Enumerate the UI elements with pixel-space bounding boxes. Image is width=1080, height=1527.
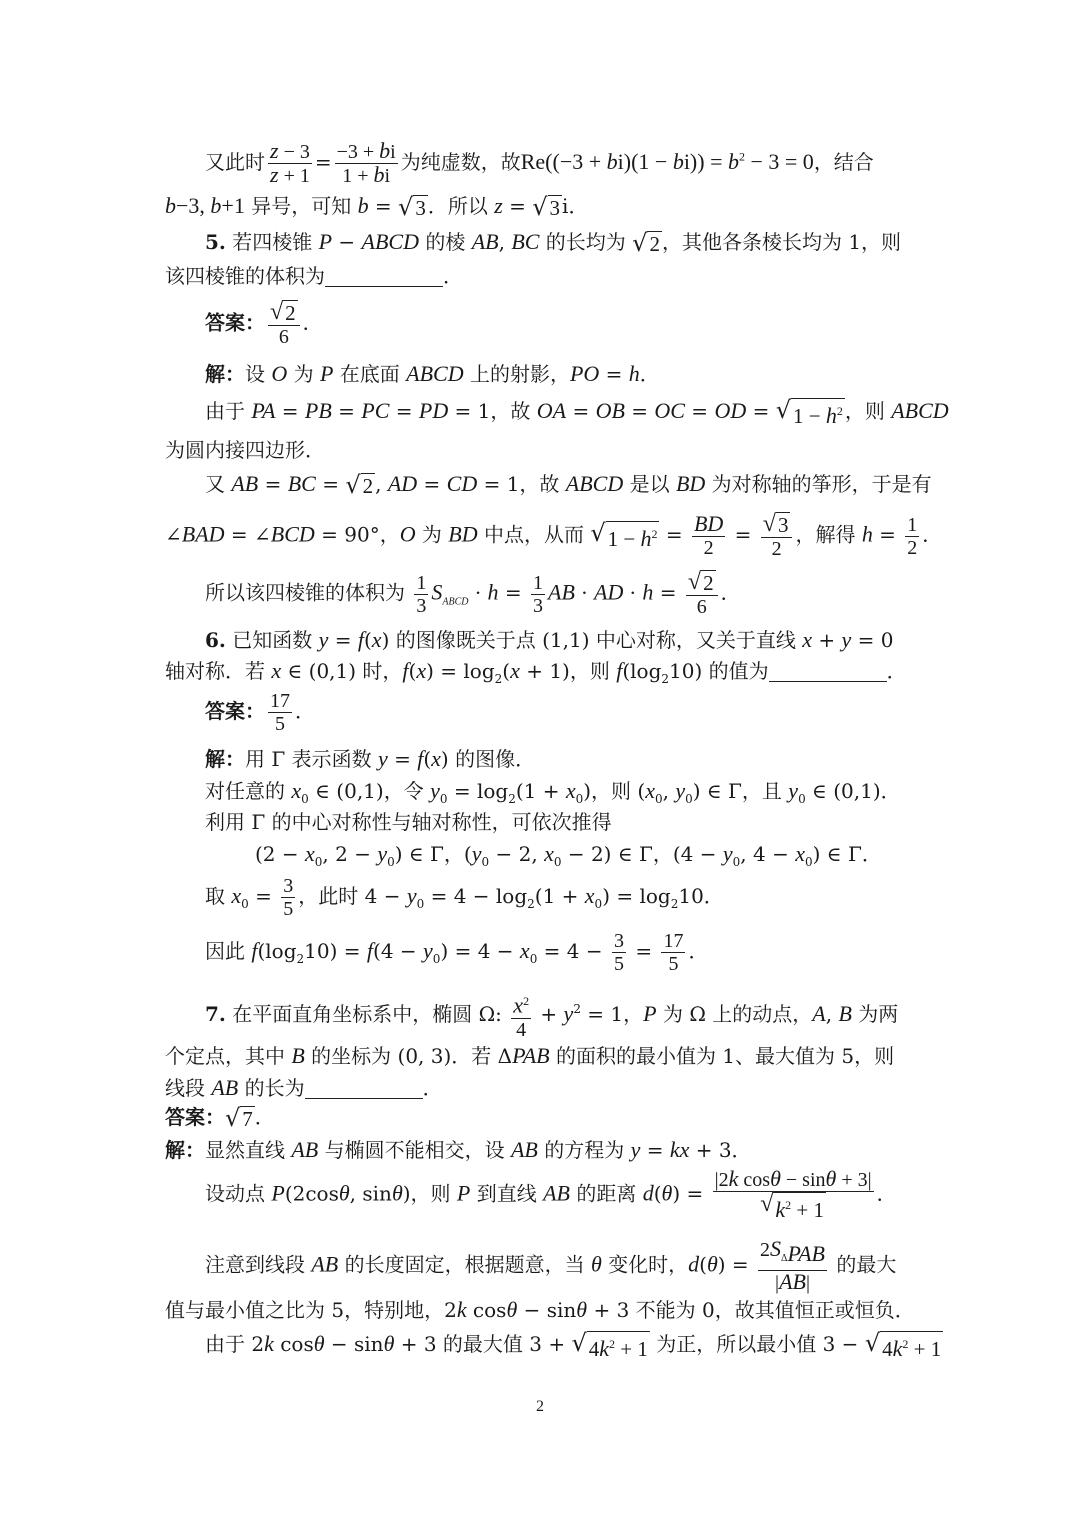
text-line-7: 由于 PA = PB = PC = PD = 1，故 OA = OB = OC = OD = √ $1 - h^2$ ，则 ABCD: [205, 395, 949, 428]
text-line-16: 对任意的 $x_0$ ∈ (0,1)，令 $y_0 = \log_2(1 + x_0)$，则 ($x_0$, $y_0$) ∈ Γ，且 $y_0$ ∈ (0,1)．: [205, 778, 901, 806]
answer-5: 答案： √ 2 6 ．: [205, 299, 323, 348]
text-line-9: 又 AB = BC = √ 2 , AD = CD = 1，故 ABCD 是以 BD 为对称轴的筝形，于是有: [205, 471, 932, 499]
text-line-29: 由于 2k cosθ − sinθ + 3 的最大值 3 + √ $4k^2 + 1$ 为正，所以最小值 3 − √ $4k^2 + 1$: [205, 1328, 942, 1361]
text-line-13: 轴对称．若 x ∈ (0,1) 时，$f(x) = \log_2(x + 1)$，则 $f(\log_210)$ 的值为 ．: [165, 658, 907, 686]
text-line-11: 所以该四棱锥的体积为 $\frac{1}{3}$ $S_{ABCD} \cdot h$ = $\frac{1}{3}$ AB · AD · h = √ 2 6 ．: [205, 569, 741, 618]
answer-blank: [325, 266, 443, 287]
text-line-22: 个定点，其中 B 的坐标为 (0, 3)．若 ΔPAB 的面积的最小值为 1、最大值为 5，则: [165, 1043, 895, 1068]
text-line-28: 值与最小值之比为 5，特别地，2k cosθ − sinθ + 3 不能为 0，故其值恒正或恒负．: [165, 1297, 915, 1322]
solution-5: 解：设 O 为 P 在底面 ABCD 上的射影，PO = h．: [205, 361, 660, 386]
problem-5: 5. 若四棱锥 P − ABCD 的棱 AB, BC 的长均为 √ 2 ，其他各条棱长均为 1，则: [205, 229, 902, 257]
text-line-4: 该四棱锥的体积为 ．: [165, 264, 463, 288]
answer-7: 答案： √ 7 ．: [165, 1104, 275, 1132]
text-line-19: 取 $x_0$ = $\frac{3}{5}$ ，此时 $4 - y_0 = 4 - \log_2(1 + x_0) = \log_210$．: [205, 875, 724, 920]
text-line-17: 利用 Γ 的中心对称性与轴对称性，可依次推得: [205, 810, 612, 834]
text-line-8: 为圆内接四边形．: [165, 438, 325, 462]
text-line-2: b−3, b+1 异号，可知 b = √ 3 ．所以 z = √ 3 i．: [165, 193, 589, 221]
solution-6: 解：用 Γ 表示函数 y = f(x) 的图像．: [205, 746, 536, 771]
text-line-1: 又此时 $\frac{z - 3}{z + 1}$ = $\frac{-3 + bi}{1 + bi}$ 为纯虚数，故$Re((-3 + bi)(1 - bi)) = b^2 - 3 = 0$，结合: [205, 138, 874, 187]
page-number: 2: [536, 1398, 544, 1415]
text-line-20: 因此 $f(\log_210) = f(4 - y_0) = 4 - x_0 = 4$ − $\frac{3}{5}$ = $\frac{17}{5}$ ．: [205, 930, 709, 975]
text-line-27: 注意到线段 AB 的长度固定，根据题意，当 θ 变化时，d(θ) = $\frac{2S_{\Delta PAB}}{|AB|}$ 的最大: [205, 1236, 897, 1294]
answer-blank: [769, 661, 887, 682]
text-line-18: ($2 - x_0$, $2 - y_0$) ∈ Γ，($y_0 - 2$, $x_0 - 2$) ∈ Γ，($4 - y_0$, $4 - x_0$) ∈ Γ．: [255, 841, 882, 869]
text-line-10: ∠BAD = ∠BCD = 90°，O 为 BD 中点，从而 √ $1 - h^2$ = $\frac{BD}{2}$ = √ 3 2 ，解得 h = $\frac{1}{2}$ ．: [165, 511, 943, 560]
problem-7: 7. 在平面直角坐标系中，椭圆 Ω: $\frac{x^2}{4}$ + $y^2 = 1$，P 为 Ω 上的动点，A, B 为两: [205, 990, 920, 1040]
text-line-23: 线段 AB 的长为 ．: [165, 1075, 443, 1100]
solution-7: 解：显然直线 AB 与椭圆不能相交，设 AB 的方程为 y = kx + 3．: [165, 1137, 752, 1162]
answer-6: 答案： $\frac{17}{5}$ ．: [205, 690, 315, 735]
answer-blank: [305, 1078, 423, 1099]
problem-6: 6. 已知函数 y = f(x) 的图像既关于点 (1,1) 中心对称，又关于直线 x + y = 0: [205, 627, 894, 652]
text-line-26: 设动点 P(2cosθ, sinθ)，则 P 到直线 AB 的距离 d(θ) = |2k cosθ − sinθ + 3| √ $k^2 + 1$ ．: [205, 1166, 897, 1222]
